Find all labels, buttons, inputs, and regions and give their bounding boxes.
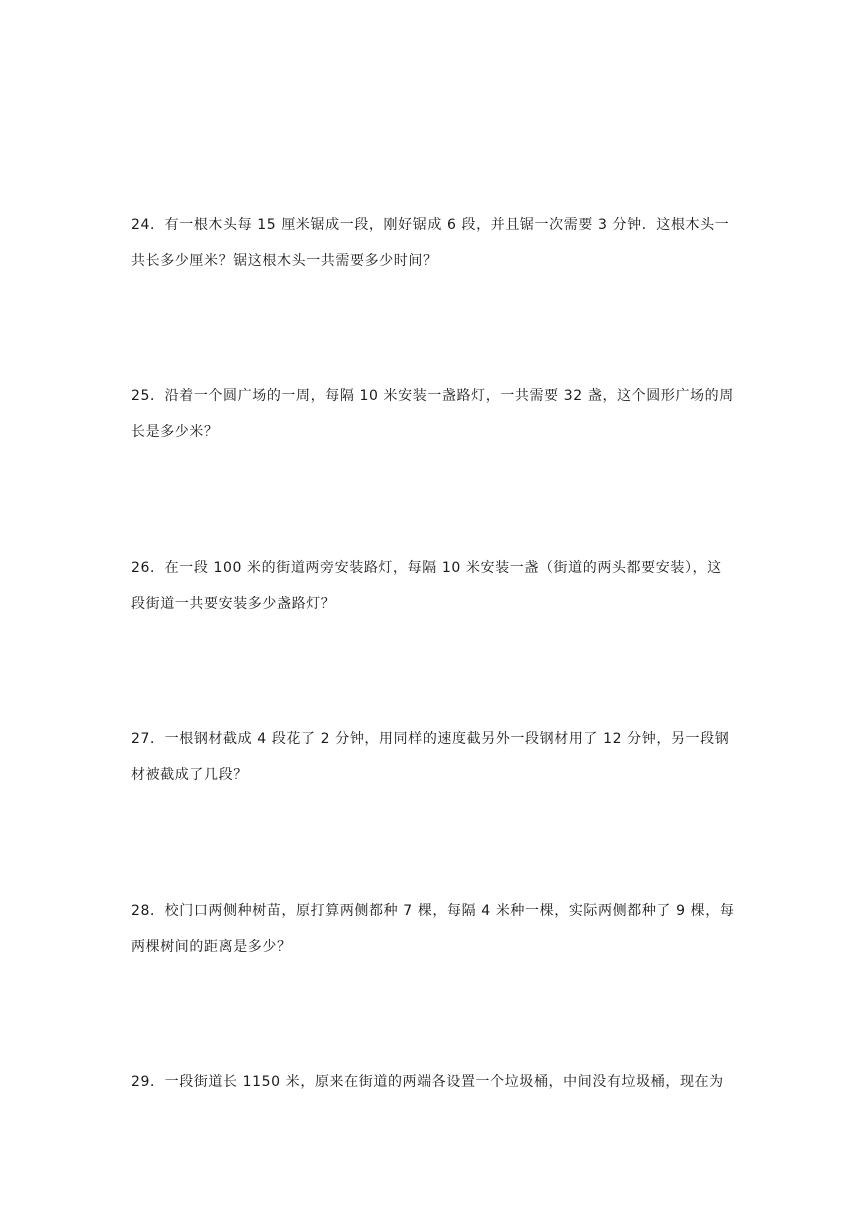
question-line: 28．校门口两侧种树苗，原打算两侧都种 7 棵，每隔 4 米种一棵，实际两侧都种了 9 棵，每 — [131, 903, 735, 919]
question-line: 29．一段街道长 1150 米，原来在街道的两端各设置一个垃圾桶，中间没有垃圾桶，现在为 — [131, 1074, 724, 1090]
question-27 — [131, 721, 731, 793]
question-line: 两棵树间的距离是多少？ — [131, 939, 292, 955]
question-line: 24．有一根木头每 15 厘米锯成一段，刚好锯成 6 段，并且锯一次需要 3 分钟．这根木头一 — [131, 217, 730, 233]
question-line: 25．沿着一个圆广场的一周，每隔 10 米安装一盏路灯，一共需要 32 盏，这个圆形广场的周 — [131, 388, 734, 404]
question-line: 长是多少米？ — [131, 424, 219, 440]
question-26 — [131, 550, 731, 622]
question-28 — [131, 893, 735, 965]
question-line: 段街道一共要安装多少盏路灯？ — [131, 596, 336, 612]
question-line: 材被截成了几段？ — [131, 767, 248, 783]
question-29 — [131, 1064, 731, 1100]
question-line: 共长多少厘米？锯这根木头一共需要多少时间？ — [131, 253, 438, 269]
question-line: 26．在一段 100 米的街道两旁安装路灯，每隔 10 米安装一盏（街道的两头都要安装），这 — [131, 560, 722, 576]
question-line: 27．一根钢材截成 4 段花了 2 分钟，用同样的速度截另外一段钢材用了 12 分钟，另一段钢 — [131, 731, 730, 747]
question-25 — [131, 378, 734, 450]
question-24 — [131, 207, 731, 279]
